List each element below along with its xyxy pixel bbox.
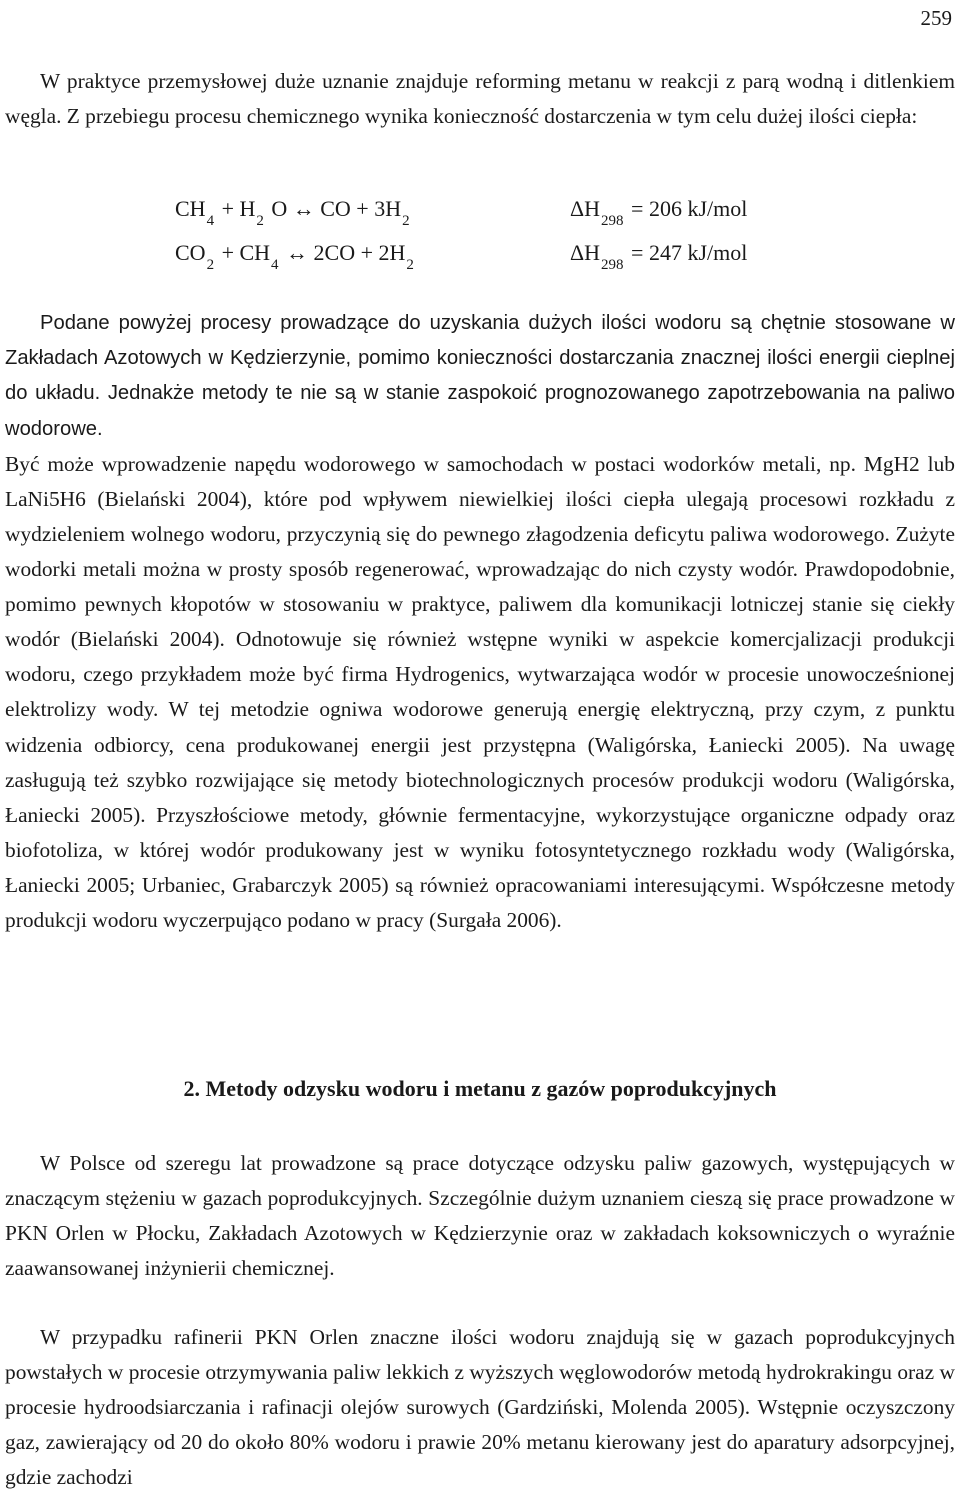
paragraph-reforming-intro: W praktyce przemysłowej duże uznanie znajduje reforming metanu w reakcji z parą wodną i ditlenkiem węgla. Z przebiegu procesu chemicznego wynika konieczność dostarczenia w tym celu dużej ilości ciepła: bbox=[5, 69, 955, 129]
equation-2-enthalpy: $\Delta H_{298} = 247$ kJ/mol bbox=[570, 240, 748, 273]
paragraph-hydrogen-methods bbox=[5, 306, 955, 938]
equation-row-2 bbox=[0, 240, 960, 280]
paragraph-hydrogen-methods-sans: Podane powyżej procesy prowadzące do uzyskania dużych ilości wodoru są chętnie stosowane w Zakładach Azotowych w Kędzierzynie, pomimo konieczności dostarczania znacznej ilości energii cieplnej do układu. Jednakże metody te nie są w stanie zaspokoić prognozowanego zapotrzebowania na paliwo wodorowe. bbox=[5, 312, 955, 440]
equation-1-enthalpy: $\Delta H_{298} = 206$ kJ/mol bbox=[570, 196, 748, 229]
equation-row-1 bbox=[0, 196, 960, 236]
equation-1-reaction: $CH_4 + H_2$ O ↔ CO + $3H_2$ bbox=[175, 196, 410, 229]
section-heading: 2. Metody odzysku wodoru i metanu z gazów poprodukcyjnych bbox=[183, 1076, 777, 1101]
paragraph-poland-recovery: W Polsce od szeregu lat prowadzone są prace dotyczące odzysku paliw gazowych, występujących w znaczącym stężeniu w gazach poprodukcyjnych. Szczególnie dużym uznaniem cieszą się prace prowadzone w PKN Orlen w Płocku, Zakładach Azotowych w Kędzierzynie oraz w zakładach koksowniczych o wyraźnie zaawansowanej inżynierii chemicznej. bbox=[5, 1151, 955, 1281]
paragraph-pkn-orlen: W przypadku rafinerii PKN Orlen znaczne ilości wodoru znajdują się w gazach poprodukcyjnych powstałych w procesie otrzymywania paliw lekkich z wyższych węglowodorów metodą hydrokrakingu oraz w procesie hydroodsiarczania i rafinacji olejów surowych (Gardziński, Molenda 2005). Wstępnie oczyszczony gaz, zawierający od 20 do około 80% wodoru i prawie 20% metanu kierowany jest do aparatury adsorpcyjnej, gdzie zachodzi bbox=[5, 1325, 955, 1490]
page-number: 259 bbox=[920, 6, 952, 30]
paragraph-hydrogen-methods-serif: Być może wprowadzenie napędu wodorowego w samochodach w postaci wodorków metali, np. MgH2 lub LaNi5H6 (Bielański 2004), które pod wpływem niewielkiej ilości ciepła ulegają procesowi rozkładu z wydzieleniem wolnego wodoru, przyczynią się do pewnego złagodzenia deficytu paliwa wodorowego. Zużyte wodorki metali można w prosty sposób regenerować, wprowadzając do nich czysty wodór. Prawdopodobnie, pomimo pewnych kłopotów w stosowaniu w praktyce, paliwem dla komunikacji lotniczej stanie się ciekły wodór (Bielański 2004). Odnotowuje się również wstępne wyniki w aspekcie komercjalizacji produkcji wodoru, czego przykładem może być firma Hydrogenics, wytwarzająca wodór w procesie unowocześnionej elektrolizy wody. W tej metodzie ogniwa wodorowe generują energię elektryczną, przy czym, z punktu widzenia odbiorcy, cena produkowanej energii jest przystępna (Waligórska, Łaniecki 2005). Na uwagę zasługują też szybko rozwijające się metody biotechnologicznych procesów produkcji wodoru (Waligórska, Łaniecki 2005). Przyszłościowe metody, głównie fermentacyjne, wykorzystujące organiczne odpady oraz biofotoliza, w której wodór produkowany jest w wyniku fotosyntetycznego rozkładu wody (Waligórska, Łaniecki 2005; Urbaniec, Grabarczyk 2005) są również opracowaniami interesującymi. Współczesne metody produkcji wodoru wyczerpująco podano w pracy (Surgała 2006). bbox=[5, 451, 955, 933]
equation-2-reaction: $CO_2 + CH_4$ ↔ $2CO + 2H_2$ bbox=[175, 240, 414, 273]
